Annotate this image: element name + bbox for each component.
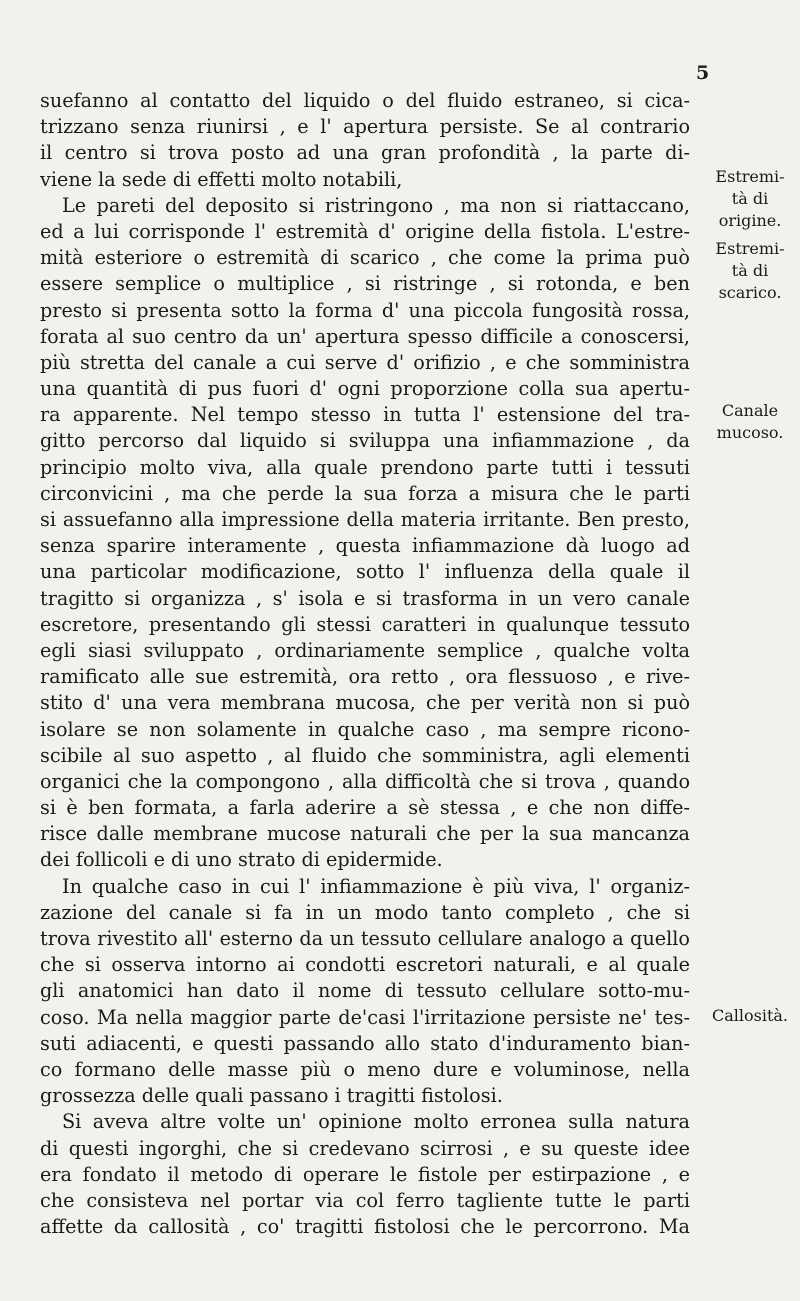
- text-line: ed a lui corrisponde l' estremità d' origine della fistola. L'estre-: [40, 219, 690, 243]
- text-line: trizzano senza riunirsi , e l' apertura persiste. Se al contrario: [40, 115, 690, 139]
- text-line: una particolar modificazione, sotto l' influenza della quale il: [40, 560, 690, 584]
- text-line: il centro si trova posto ad una gran profondità , la parte di-: [40, 141, 690, 165]
- margin-note-line: mucoso.: [716, 423, 784, 442]
- text-line: circonvicini , ma che perde la sua forza a misura che le parti: [40, 481, 690, 505]
- text-line: che consisteva nel portar via col ferro tagliente tutte le parti: [40, 1188, 690, 1212]
- text-line: Si aveva altre volte un' opinione molto erronea sulla natura: [62, 1110, 690, 1134]
- margin-note-line: Estremi-: [715, 167, 785, 186]
- text-line: suefanno al contatto del liquido o del fluido estraneo, si cica-: [40, 89, 690, 112]
- text-line: coso. Ma nella maggior parte de'casi l'irritazione persiste ne' tes-: [40, 1005, 690, 1029]
- text-line: In qualche caso in cui l' infiammazione è più viva, l' organiz-: [62, 874, 690, 898]
- text-line: che si osserva intorno ai condotti escretori naturali, e al quale: [40, 953, 690, 977]
- text-line: trova rivestito all' esterno da un tessuto cellulare analogo a quello: [40, 927, 690, 951]
- text-line: escretore, presentando gli stessi caratteri in qualunque tessuto: [40, 612, 690, 636]
- text-line: era fondato il metodo di operare le fistole per estirpazione , e: [40, 1162, 690, 1186]
- text-line: zazione del canale si fa in un modo tanto completo , che si: [40, 900, 690, 924]
- text-line: ra apparente. Nel tempo stesso in tutta l' estensione del tra-: [40, 403, 690, 427]
- text-line: tragitto si organizza , s' isola e si trasforma in un vero canale: [40, 586, 690, 610]
- text-line: mità esteriore o estremità di scarico , che come la prima può: [40, 246, 690, 270]
- text-line: affette da callosità , co' tragitti fistolosi che le percorrono. Ma: [40, 1215, 690, 1239]
- page-number: 5: [696, 62, 710, 84]
- text-line: risce dalle membrane mucose naturali che per la sua mancanza: [40, 822, 690, 846]
- margin-note-line: Canale: [721, 401, 779, 420]
- text-line: forata al suo centro da un' apertura spesso difficile a conoscersi,: [40, 324, 690, 348]
- body-text: [40, 88, 690, 1240]
- margin-note-extremity-discharge: [702, 238, 798, 304]
- text-line: gitto percorso dal liquido si sviluppa una infiammazione , da: [40, 429, 690, 453]
- text-line: stito d' una vera membrana mucosa, che per verità non si può: [40, 691, 690, 715]
- text-line: di questi ingorghi, che si credevano scirrosi , e su queste idee: [40, 1136, 690, 1160]
- text-line: più stretta del canale a cui serve d' orifizio , e che somministra: [40, 350, 690, 374]
- text-line: scibile al suo aspetto , al fluido che somministra, agli elementi: [40, 743, 690, 767]
- text-line: isolare se non solamente in qualche caso , ma sempre ricono-: [40, 717, 690, 741]
- margin-note-mucous-canal: [702, 400, 798, 444]
- margin-note-extremity-origin: [702, 166, 798, 232]
- margin-note-callosity: [702, 1005, 798, 1027]
- margin-note-line: tà di: [731, 189, 769, 208]
- text-line: suti adiacenti, e questi passando allo stato d'induramento bian-: [40, 1031, 690, 1055]
- text-line: organici che la compongono , alla difficoltà che si trova , quando: [40, 769, 690, 793]
- text-line: dei follicoli e di uno strato di epidermide.: [40, 848, 443, 872]
- text-line: co formano delle masse più o meno dure e voluminose, nella: [40, 1057, 690, 1081]
- text-line: essere semplice o multiplice , si ristringe , si rotonda, e ben: [40, 272, 690, 296]
- text-line: viene la sede di effetti molto notabili,: [40, 167, 403, 191]
- text-line: gli anatomici han dato il nome di tessuto cellulare sotto-mu-: [40, 979, 690, 1003]
- margin-note-line: Estremi-: [715, 239, 785, 258]
- text-line: ramificato alle sue estremità, ora retto , ora flessuoso , e rive-: [40, 665, 690, 689]
- text-line: principio molto viva, alla quale prendono parte tutti i tessuti: [40, 455, 690, 479]
- text-line: si è ben formata, a farla aderire a sè stessa , e che non diffe-: [40, 796, 690, 820]
- text-line: una quantità di pus fuori d' ogni proporzione colla sua apertu-: [40, 377, 690, 401]
- text-line: si assuefanno alla impressione della materia irritante. Ben presto,: [40, 508, 690, 532]
- text-line: grossezza delle quali passano i tragitti fistolosi.: [40, 1084, 503, 1108]
- margin-note-line: tà di: [731, 261, 769, 280]
- margin-note-line: scarico.: [718, 283, 782, 302]
- text-line: presto si presenta sotto la forma d' una piccola fungosità rossa,: [40, 298, 690, 322]
- text-line: egli siasi sviluppato , ordinariamente semplice , qualche volta: [40, 638, 690, 662]
- margin-note-line: origine.: [718, 211, 782, 230]
- text-line: senza sparire interamente , questa infiammazione dà luogo ad: [40, 534, 690, 558]
- text-line: Le pareti del deposito si ristringono , ma non si riattaccano,: [62, 193, 690, 217]
- margin-note-line: Callosità.: [711, 1006, 789, 1025]
